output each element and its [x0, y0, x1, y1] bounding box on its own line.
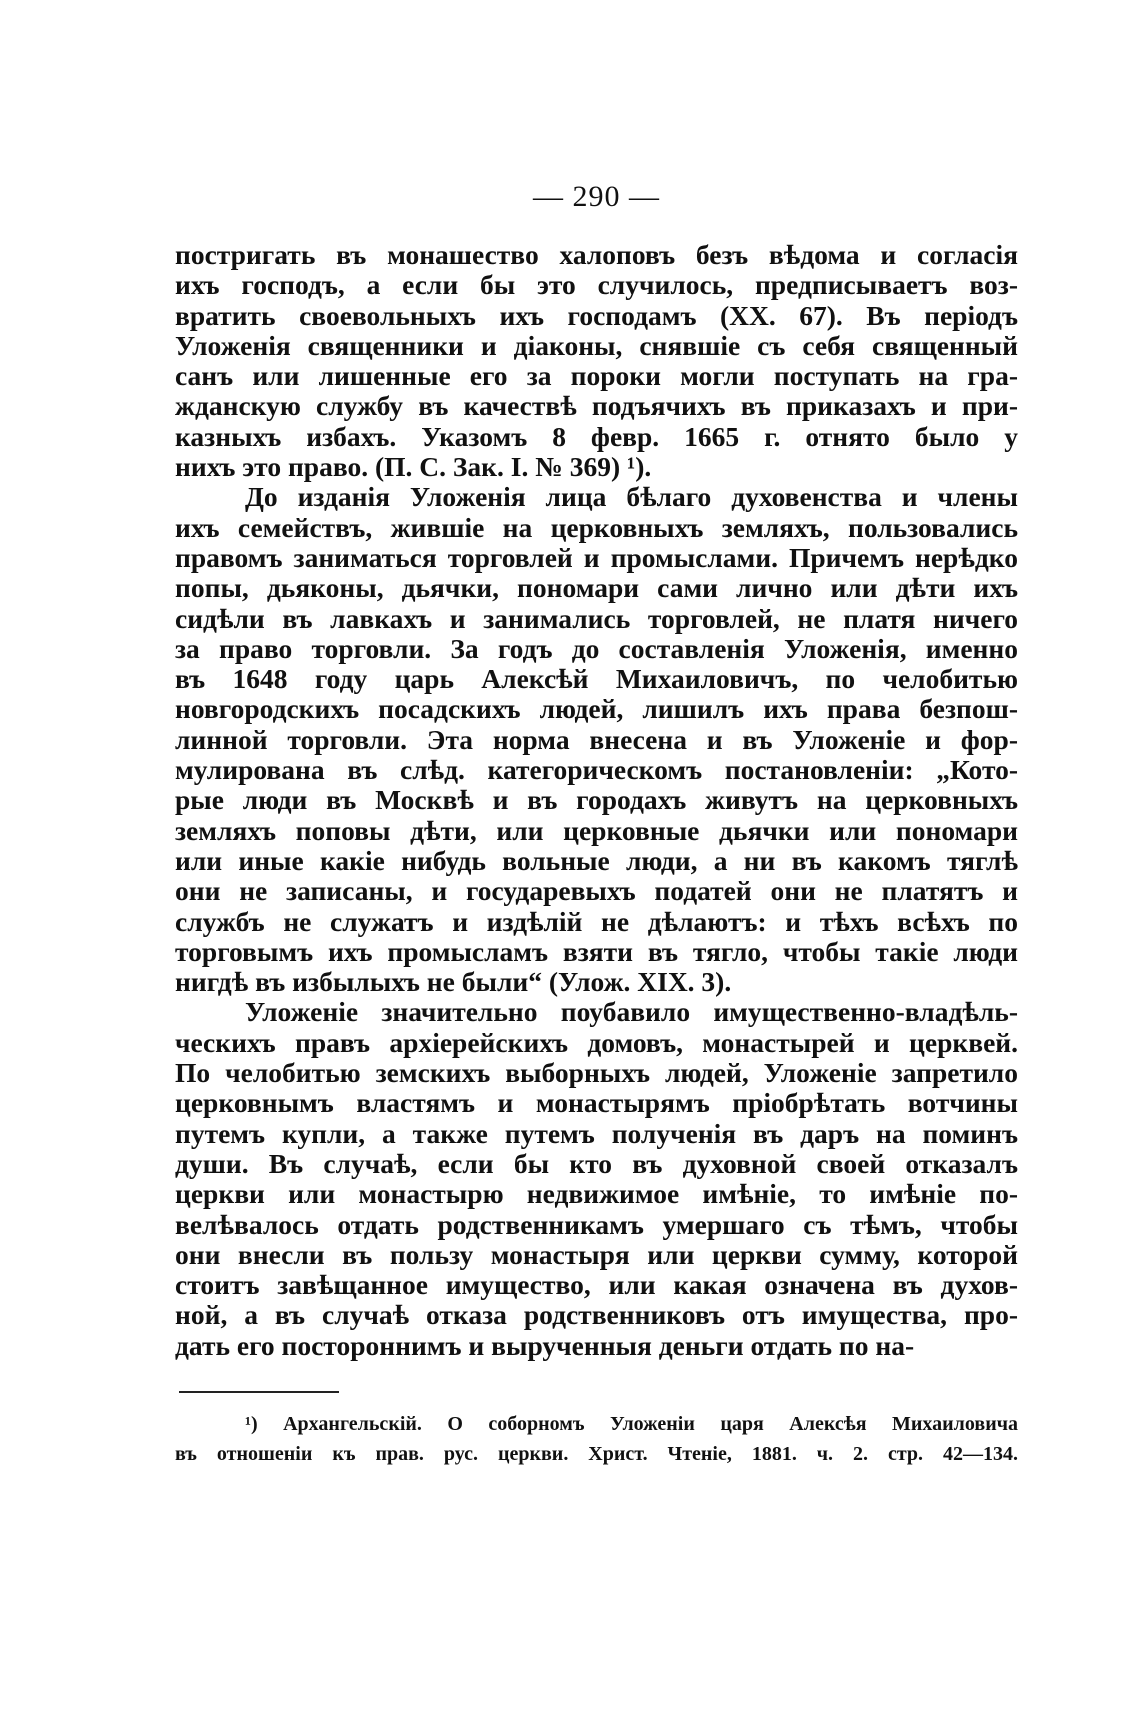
text-line: церковнымъ властямъ и монастырямъ пріобрѣтать вотчины: [175, 1087, 1018, 1119]
book-page: [175, 180, 1018, 1630]
text-line: попы, дьяконы, дьячки, пономари сами лично или дѣти ихъ: [175, 572, 1018, 604]
text-line: правомъ заниматься торговлей и промыслами. Причемъ нерѣдко: [175, 541, 1018, 573]
text-line: Уложеніе значительно поубавило имущественно-владѣль-: [245, 996, 1018, 1028]
text-line: службъ не служатъ и издѣлій не дѣлаютъ: и тѣхъ всѣхъ по: [175, 905, 1018, 937]
text-line: нигдѣ въ избылыхъ не были“ (Улож. XIX. 3).: [175, 966, 732, 998]
footnote-divider: [179, 1391, 339, 1393]
text-line: ихъ семействъ, жившіе на церковныхъ земляхъ, пользовались: [175, 511, 1018, 543]
text-line: ческихъ правъ архіерейскихъ домовъ, монастырей и церквей.: [175, 1026, 1018, 1058]
text-line: постригать въ монашество халоповъ безъ вѣдома и согласія: [175, 239, 1018, 270]
text-line: велѣвалось отдать родственникамъ умершаго съ тѣмъ, чтобы: [175, 1208, 1018, 1240]
text-line: въ 1648 году царь Алексѣй Михаиловичъ, по челобитью: [175, 663, 1018, 695]
text-line: стоитъ завѣщанное имущество, или какая означена въ духов-: [175, 1269, 1018, 1301]
body-text: [175, 240, 1018, 1361]
text-line: ной, а въ случаѣ отказа родственниковъ отъ имущества, про-: [175, 1299, 1018, 1331]
text-line: мулирована въ слѣд. категорическомъ постановленіи: „Кото-: [175, 754, 1018, 786]
text-line: По челобитью земскихъ выборныхъ людей, Уложеніе запретило: [175, 1057, 1018, 1089]
text-line: вратить своевольныхъ ихъ господамъ (XX. 67). Въ періодъ: [175, 299, 1018, 331]
text-line: жданскую службу въ качествѣ подъячихъ въ приказахъ и при-: [175, 390, 1018, 422]
footnote-line: ¹) Архангельскій. О соборномъ Уложеніи царя Алексѣя Михаиловича: [245, 1412, 1018, 1435]
text-line: Уложенія священники и діаконы, снявшіе съ себя священный: [175, 329, 1018, 361]
paragraph: [175, 240, 1018, 482]
text-line: души. Въ случаѣ, если бы кто въ духовной своей отказалъ: [175, 1147, 1018, 1179]
text-line: санъ или лишенные его за пороки могли поступать на гра-: [175, 360, 1018, 392]
text-line: сидѣли въ лавкахъ и занимались торговлей, не платя ничего: [175, 602, 1018, 634]
text-line: церкви или монастырю недвижимое имѣніе, то имѣніе по-: [175, 1178, 1018, 1210]
text-line: дать его постороннимъ и вырученныя деньги отдать по на-: [175, 1329, 915, 1361]
page-number: — 290 —: [533, 180, 660, 213]
text-line: земляхъ поповы дѣти, или церковные дьячки или пономари: [175, 814, 1018, 846]
paragraph: [175, 482, 1018, 997]
paragraph: [175, 997, 1018, 1361]
text-line: торговымъ ихъ промысламъ взяти въ тягло, чтобы такіе люди: [175, 935, 1018, 967]
text-line: ихъ господъ, а если бы это случилось, предписываетъ воз-: [175, 269, 1018, 301]
text-line: рые люди въ Москвѣ и въ городахъ живутъ на церковныхъ: [175, 784, 1018, 816]
text-line: новгородскихъ посадскихъ людей, лишилъ ихъ права безпош-: [175, 693, 1018, 725]
footnote-line: въ отношеніи къ прав. рус. церкви. Христ. Чтеніе, 1881. ч. 2. стр. 42—134.: [175, 1442, 1018, 1465]
text-line: путемъ купли, а также путемъ полученія въ даръ на поминъ: [175, 1117, 1018, 1149]
text-line: за право торговли. За годъ до составленія Уложенія, именно: [175, 632, 1018, 664]
text-line: они внесли въ пользу монастыря или церкви сумму, которой: [175, 1238, 1018, 1270]
text-line: нихъ это право. (П. С. Зак. I. № 369) ¹).: [175, 451, 652, 483]
text-line: казныхъ избахъ. Указомъ 8 февр. 1665 г. отнято было у: [175, 420, 1018, 452]
text-line: линной торговли. Эта норма внесена и въ Уложеніе и фор-: [175, 723, 1018, 755]
text-line: или иные какіе нибудь вольные люди, а ни въ какомъ тяглѣ: [175, 844, 1018, 876]
text-line: они не записаны, и государевыхъ податей они не платятъ и: [175, 875, 1018, 907]
footnote: [175, 1409, 1018, 1469]
text-line: До изданія Уложенія лица бѣлаго духовенства и члены: [245, 481, 1018, 513]
